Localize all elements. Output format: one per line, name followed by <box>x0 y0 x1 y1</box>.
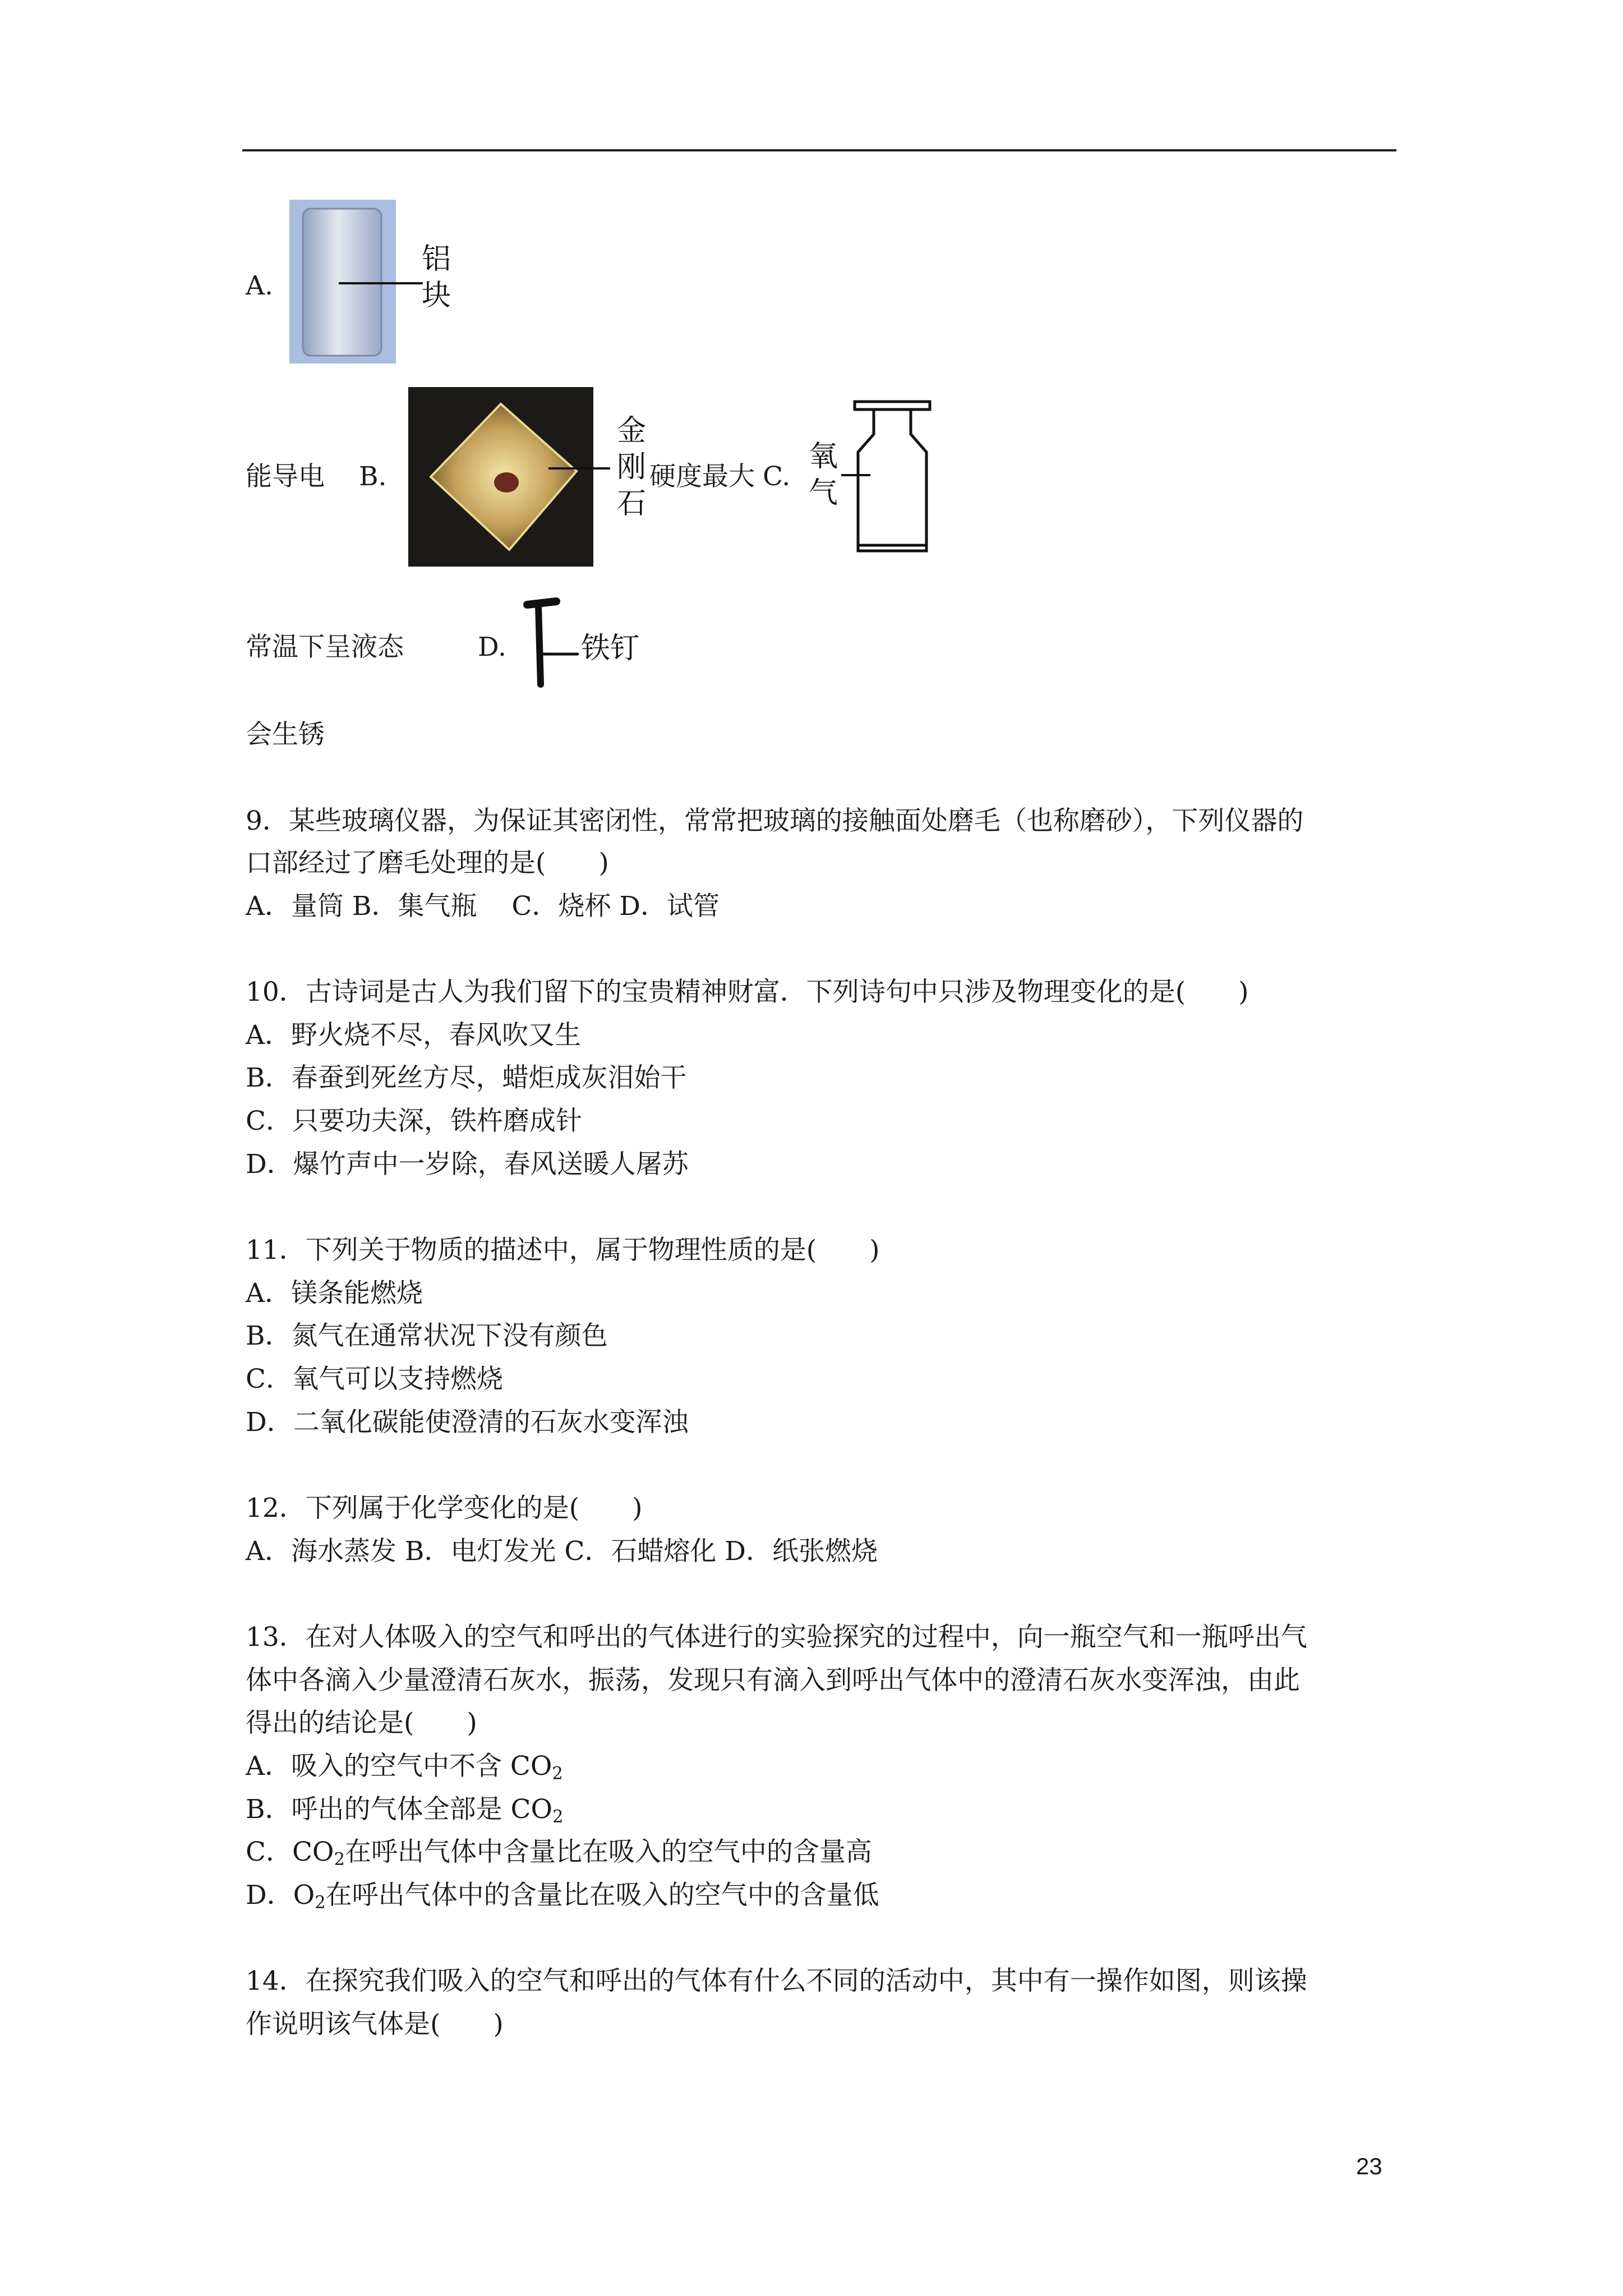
q13-option-a: A．吸入的空气中不含 $CO_2$ <box>246 1751 563 1784</box>
aluminium-pointer-line <box>339 282 423 284</box>
q11-option-c: C．氧气可以支持燃烧 <box>246 1364 503 1395</box>
iron-nail-icon <box>522 595 583 696</box>
q10-option-b: B．春蚕到死丝方尽，蜡炬成灰泪始干 <box>246 1062 687 1093</box>
aluminium-label: 铝 块 <box>422 242 451 312</box>
oxygen-label: 氧 气 <box>809 440 838 510</box>
q9-stem-line2: 口部经过了磨毛处理的是( ) <box>246 848 609 878</box>
diamond-image <box>408 387 593 567</box>
q13-stem-line1: 13．在对人体吸入的空气和呼出的气体进行的实验探究的过程中，向一瓶空气和一瓶呼出气 <box>246 1622 1307 1653</box>
q11-option-d: D．二氧化碳能使澄清的石灰水变浑浊 <box>246 1407 689 1438</box>
option-d-caption: 会生锈 <box>246 719 325 750</box>
q13-option-c: C．$CO_2$在呼出气体中含量比在吸入的空气中的含量高 <box>246 1837 872 1870</box>
option-b-caption: 硬度最大 <box>649 461 755 492</box>
option-c-letter: C. <box>763 461 791 492</box>
q11-option-a: A．镁条能燃烧 <box>246 1278 423 1309</box>
q10-option-c: C．只要功夫深，铁杵磨成针 <box>246 1106 582 1137</box>
iron-nail-label: 铁钉 <box>581 632 640 665</box>
q12-stem: 12．下列属于化学变化的是( ) <box>246 1493 643 1524</box>
gas-bottle-icon <box>847 398 937 555</box>
q13-stem-line3: 得出的结论是( ) <box>246 1708 477 1738</box>
option-d-letter: D. <box>478 632 506 662</box>
q9-stem-line1: 9．某些玻璃仪器，为保证其密闭性，常常把玻璃的接触面处磨毛（也称磨砂），下列仪器的 <box>246 806 1304 836</box>
q9-options: A．量筒 B．集气瓶 C．烧杯 D．试管 <box>246 891 720 922</box>
q13-stem-line2: 体中各滴入少量澄清石灰水，振荡，发现只有滴入到呼出气体中的澄清石灰水变浑浊，由此 <box>246 1665 1300 1696</box>
aluminium-block-image <box>289 200 396 364</box>
option-a-caption: 能导电 <box>246 461 325 492</box>
q10-stem: 10．古诗词是古人为我们留下的宝贵精神财富．下列诗句中只涉及物理变化的是( ) <box>246 977 1249 1007</box>
diamond-label: 金 刚 石 <box>617 414 647 521</box>
q13-option-d: D．$O_2$在呼出气体中的含量比在吸入的空气中的含量低 <box>246 1880 879 1913</box>
page-number: 23 <box>1356 2153 1382 2179</box>
q12-options: A．海水蒸发 B．电灯发光 C．石蜡熔化 D．纸张燃烧 <box>246 1536 878 1567</box>
q13-option-b: B．呼出的气体全部是 $CO_2$ <box>246 1794 564 1827</box>
header-rule <box>242 149 1396 151</box>
q10-option-a: A．野火烧不尽，春风吹又生 <box>246 1020 581 1051</box>
q11-stem: 11．下列关于物质的描述中，属于物理性质的是( ) <box>246 1235 880 1266</box>
q14-stem-line1: 14．在探究我们吸入的空气和呼出的气体有什么不同的活动中，其中有一操作如图，则该操 <box>246 1966 1307 1996</box>
option-b-letter: B. <box>359 461 387 492</box>
diamond-pointer-line <box>548 467 610 470</box>
option-c-caption: 常温下呈液态 <box>246 632 404 662</box>
q14-stem-line2: 作说明该气体是( ) <box>246 2009 504 2040</box>
q11-option-b: B．氮气在通常状况下没有颜色 <box>246 1320 608 1351</box>
q10-option-d: D．爆竹声中一岁除，春风送暖人屠苏 <box>246 1149 689 1180</box>
option-a-letter: A. <box>246 270 273 301</box>
